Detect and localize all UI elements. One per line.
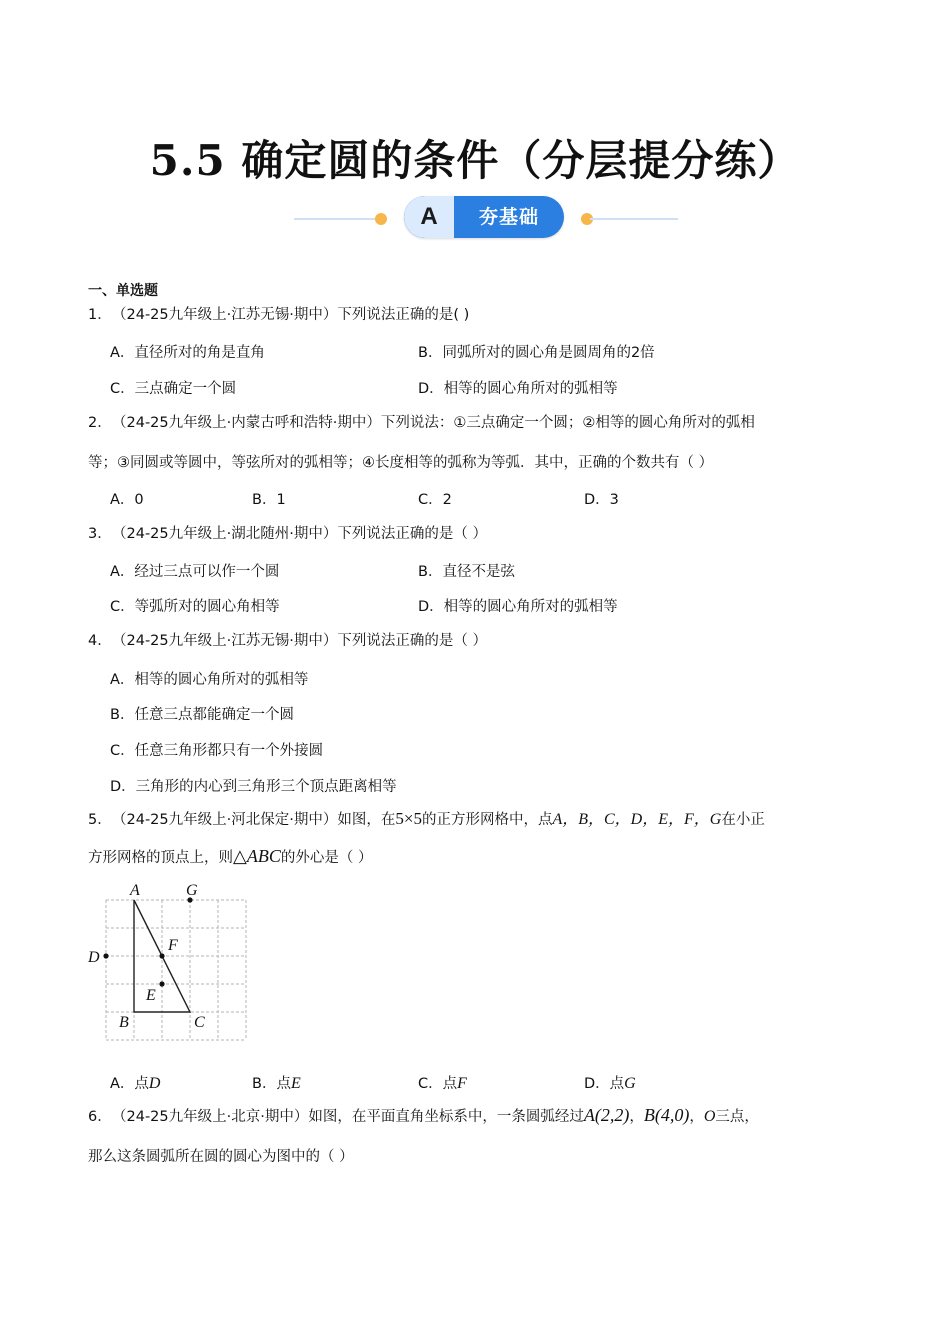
q5-option-b[interactable]	[252, 1072, 301, 1093]
label-a: A	[130, 882, 140, 899]
point-b-coord: B(4,0)	[643, 1105, 690, 1125]
banner-line-left	[294, 218, 382, 220]
q3-option-c[interactable]: C．等弧所对的圆心角相等	[110, 599, 280, 615]
point-d	[103, 953, 108, 958]
option-prefix: C．点	[418, 1076, 458, 1092]
question-text-part: （24-25九年级上·河北保定·期中）如图，在	[112, 812, 396, 828]
question-text-part: 方形网格的顶点上，则	[88, 850, 233, 866]
page-title: 5.5 确定圆的条件（分层提分练）	[149, 136, 801, 185]
point-f	[159, 953, 164, 958]
triangle-expression: △ABC	[233, 846, 281, 866]
question-1	[88, 305, 469, 325]
math-expression: 5×5	[395, 809, 422, 828]
q4-option-a[interactable]: A．相等的圆心角所对的弧相等	[110, 672, 309, 688]
grid-figure	[84, 878, 254, 1043]
banner-line-right	[590, 218, 678, 220]
q2-option-d[interactable]: D．3	[584, 492, 619, 508]
q1-option-b[interactable]: B．同弧所对的圆心角是圆周角的2倍	[418, 345, 655, 361]
q3-option-d[interactable]: D．相等的圆心角所对的弧相等	[418, 599, 618, 615]
q5-option-d[interactable]	[584, 1072, 636, 1093]
question-text-part: 三点，	[715, 1109, 759, 1125]
question-text-part: 在小正	[721, 812, 765, 828]
option-variable: F	[457, 1075, 467, 1092]
q4-option-c[interactable]: C．任意三角形都只有一个外接圆	[110, 743, 324, 759]
q2-option-a[interactable]: A．0	[110, 492, 144, 508]
q1-option-c[interactable]: C．三点确定一个圆	[110, 381, 237, 397]
banner-dot-left	[375, 213, 387, 225]
option-prefix: D．点	[584, 1076, 625, 1092]
question-2-continued: 等；③同圆或等圆中，等弦所对的弧相等；④长度相等的弧称为等弧．其中，正确的个数共有（ ）	[88, 455, 714, 471]
question-text-part: 的外心是（ ）	[280, 850, 373, 866]
q3-option-a[interactable]: A．经过三点可以作一个圆	[110, 564, 280, 580]
question-number: 2．	[88, 415, 112, 431]
label-c: C	[194, 1014, 205, 1031]
level-badge-text: 夯基础	[478, 206, 539, 228]
point-a-coord: A(2,2)	[583, 1105, 630, 1125]
label-f: F	[168, 937, 178, 954]
question-6	[88, 1105, 759, 1127]
option-prefix: B．点	[252, 1076, 291, 1092]
option-variable: D	[148, 1075, 161, 1092]
q2-option-b[interactable]: B．1	[252, 492, 286, 508]
question-4	[88, 631, 487, 651]
separator: ，	[629, 1109, 644, 1125]
question-5	[88, 809, 765, 830]
separator: ，	[689, 1109, 704, 1125]
label-b: B	[119, 1014, 129, 1031]
point-o: O	[703, 1108, 716, 1125]
label-e: E	[146, 987, 156, 1004]
q5-option-a[interactable]	[110, 1072, 160, 1093]
question-number: 4．	[88, 633, 112, 649]
q3-option-b[interactable]: B．直径不是弦	[418, 564, 515, 580]
question-text: （24-25九年级上·湖北随州·期中）下列说法正确的是（ ）	[112, 526, 487, 542]
option-variable: G	[624, 1075, 636, 1092]
question-2	[88, 413, 755, 433]
level-banner	[0, 196, 950, 240]
option-variable: E	[290, 1075, 301, 1092]
q1-option-d[interactable]: D．相等的圆心角所对的弧相等	[418, 381, 618, 397]
q2-option-c[interactable]: C．2	[418, 492, 452, 508]
point-list: A，B，C，D，E，F，G	[552, 811, 722, 828]
label-d: D	[88, 949, 100, 966]
q4-option-b[interactable]: B．任意三点都能确定一个圆	[110, 707, 294, 723]
question-text: （24-25九年级上·内蒙古呼和浩特·期中）下列说法：①三点确定一个圆；②相等的圆心角所对的弧相	[112, 415, 755, 431]
section-heading: 一、单选题	[88, 283, 158, 299]
question-number: 6．	[88, 1109, 112, 1125]
question-5-continued	[88, 846, 372, 867]
level-badge-letter: A	[404, 196, 454, 238]
question-number: 5．	[88, 812, 112, 828]
point-e	[159, 981, 164, 986]
question-6-continued: 那么这条圆弧所在圆的圆心为图中的（ ）	[88, 1149, 354, 1165]
q1-option-a[interactable]: A．直径所对的角是直角	[110, 345, 265, 361]
q5-option-c[interactable]	[418, 1072, 467, 1093]
question-text: （24-25九年级上·江苏无锡·期中）下列说法正确的是( )	[112, 307, 470, 323]
question-text-part: （24-25九年级上·北京·期中）如图，在平面直角坐标系中，一条圆弧经过	[112, 1109, 584, 1125]
q4-option-d[interactable]: D．三角形的内心到三角形三个顶点距离相等	[110, 779, 397, 795]
question-number: 1．	[88, 307, 112, 323]
label-g: G	[186, 882, 198, 899]
question-text: （24-25九年级上·江苏无锡·期中）下列说法正确的是（ ）	[112, 633, 487, 649]
option-prefix: A．点	[110, 1076, 149, 1092]
question-number: 3．	[88, 526, 112, 542]
level-badge	[404, 196, 564, 238]
question-text-part: 的正方形网格中，点	[421, 812, 553, 828]
question-3	[88, 524, 487, 544]
